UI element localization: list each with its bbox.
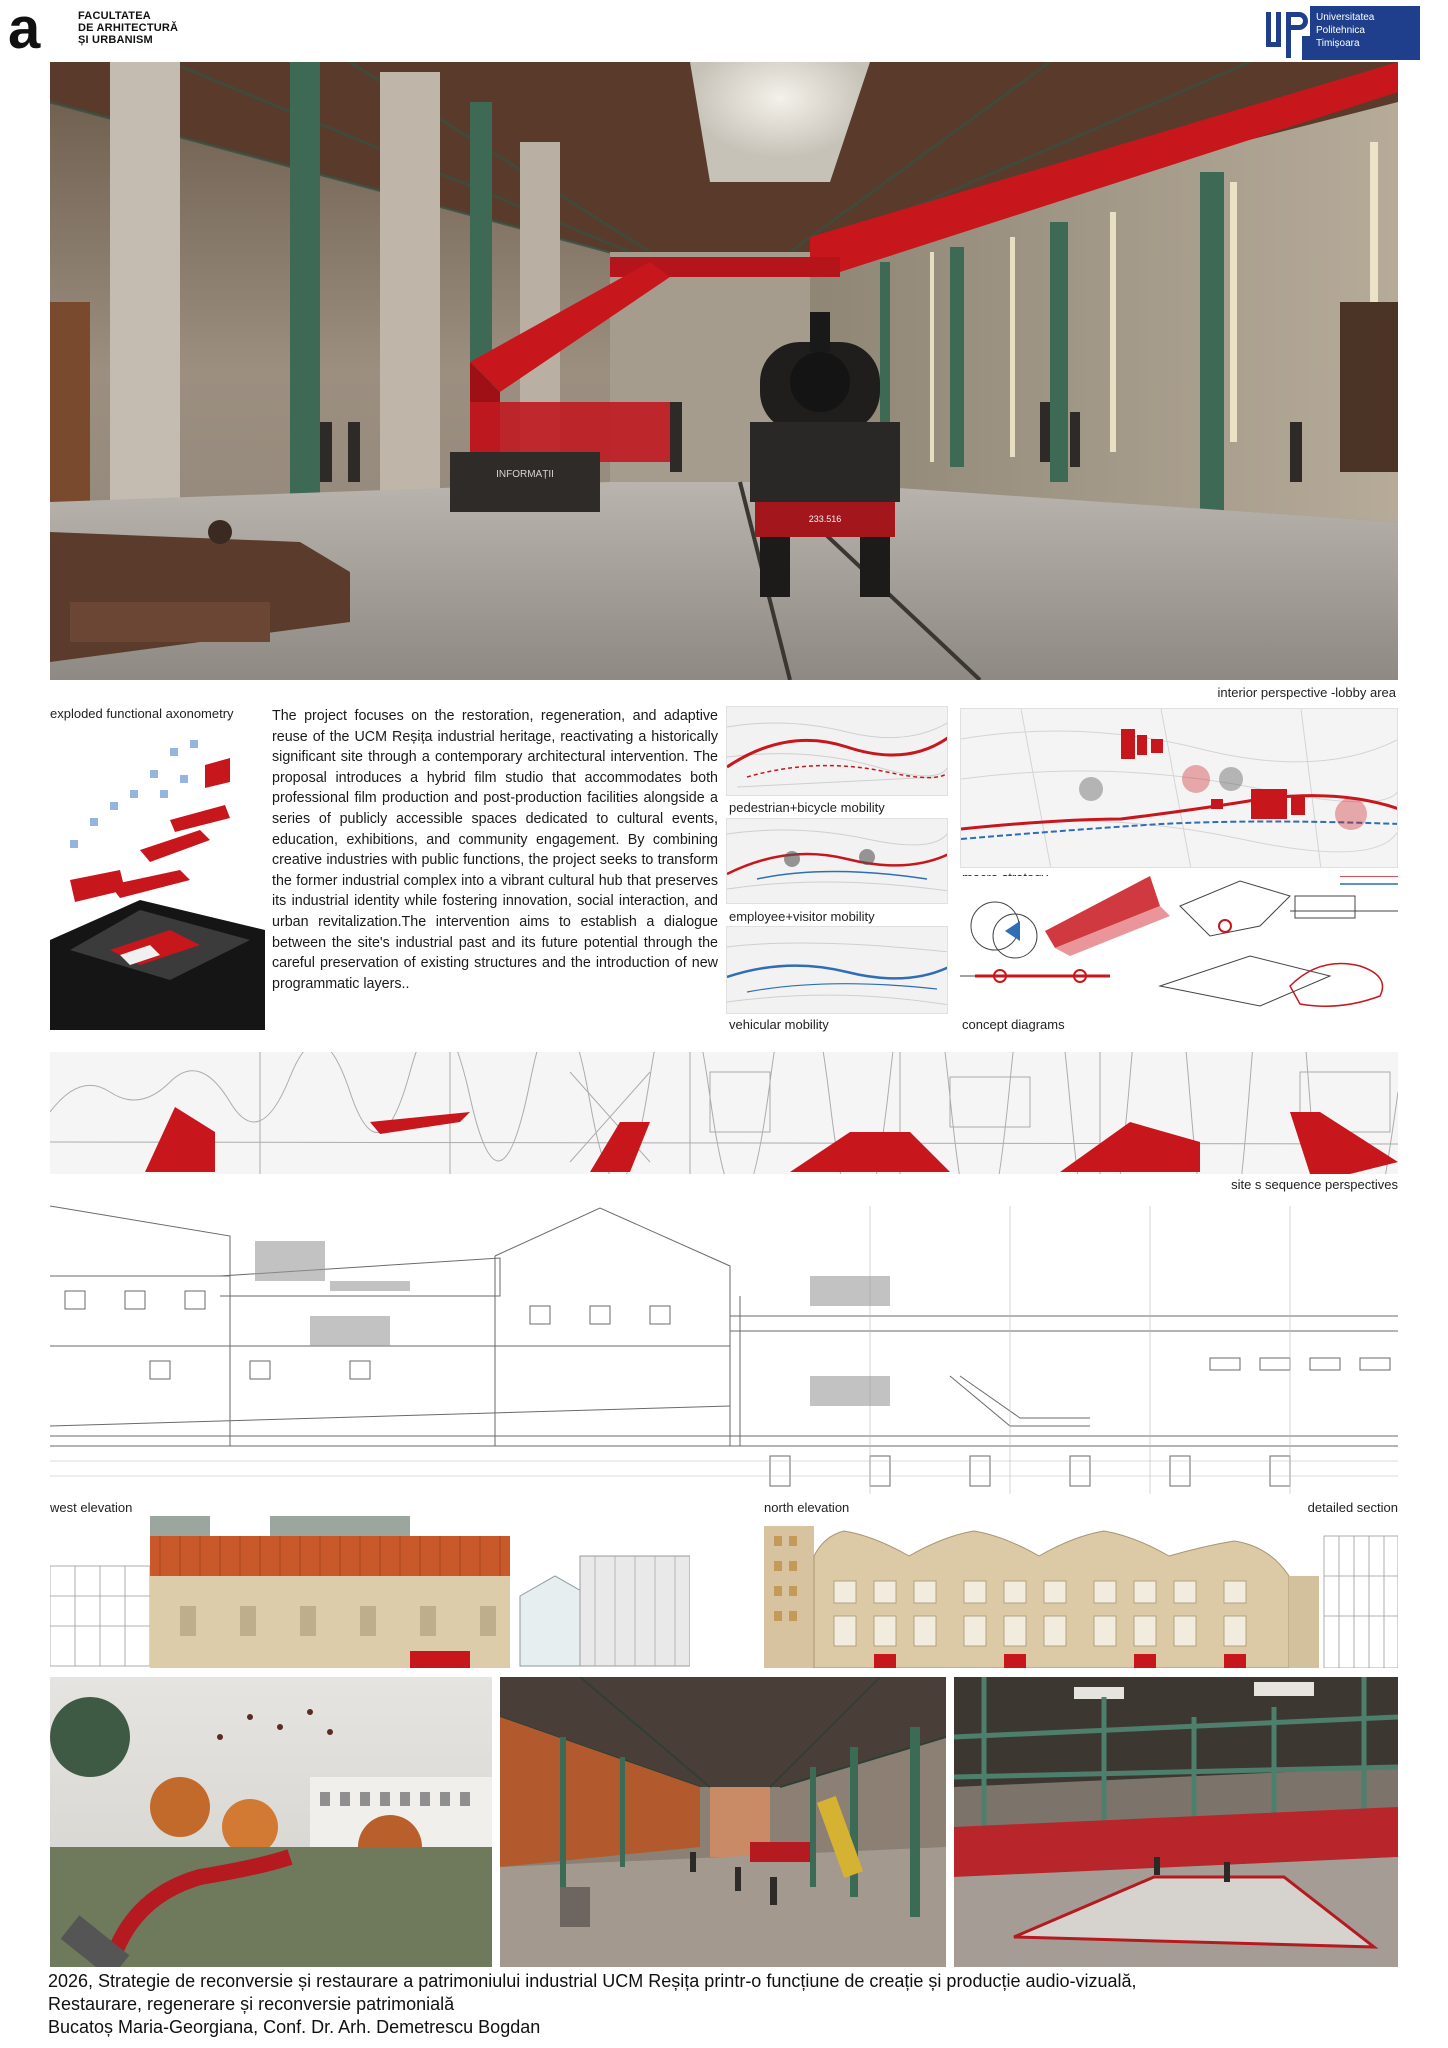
- detailed-section-drawing: [50, 1196, 1398, 1494]
- footer-authors: Bucatoș Maria-Georgiana, Conf. Dr. Arh. Demetrescu Bogdan: [48, 2017, 541, 2037]
- project-description: The project focuses on the restoration, regeneration, and adaptive reuse of the UCM Reșița industrial heritage, reactivating a historically significant site through a contemporary architectural intervention. The proposal introduces a hybrid film studio that accommodates both professional film production and post-production facilities alongside a series of publicly accessible spaces dedicated to cultural events, education, exhibitions, and community engagement. By combining creative industries with public functions, the project seeks to transform the former industrial complex into a vibrant cultural hub that preserves its industrial identity while fostering innovation, social interaction, and urban revitalization.The intervention aims to establish a dialogue between the site's industrial past and its future potential through the careful preservation of existing structures and the introduction of new programmatic layers..: [272, 708, 718, 992]
- pedestrian-mobility-map: [726, 706, 948, 796]
- macro-strategy-map: [960, 708, 1398, 868]
- north-elevation-drawing: [764, 1516, 1398, 1668]
- interior-perspective-label: interior perspective -lobby area: [1217, 685, 1396, 700]
- faculty-name: [78, 10, 178, 46]
- university-line-2: Politehnica: [1316, 25, 1365, 36]
- concept-diagrams-label: concept diagrams: [962, 1017, 1065, 1032]
- vehicular-mobility-label: vehicular mobility: [729, 1017, 829, 1032]
- faculty-line-1: FACULTATEA: [78, 10, 151, 22]
- west-elevation-label: west elevation: [50, 1500, 133, 1515]
- footer-subject: Restaurare, regenerare și reconversie patrimonială: [48, 1994, 455, 2014]
- north-elevation-label: north elevation: [764, 1500, 850, 1515]
- exploded-axonometry: [50, 730, 265, 1030]
- exploded-axonometry-label: exploded functional axonometry: [50, 706, 234, 721]
- vehicular-mobility-map: [726, 926, 948, 1014]
- west-elevation-drawing: [50, 1516, 690, 1668]
- employee-mobility-label: employee+visitor mobility: [729, 909, 875, 924]
- university-name-box: [1310, 6, 1420, 60]
- locomotive-number: 233.516: [808, 514, 842, 524]
- upt-mark-icon: [1262, 6, 1310, 60]
- lobby-sign: INFORMAȚII: [496, 469, 554, 480]
- university-line-1: Universitatea: [1316, 12, 1375, 23]
- faculty-logo: a: [8, 0, 41, 61]
- site-sequence-perspectives: [50, 1052, 1398, 1174]
- site-sequence-label: site s sequence perspectives: [1231, 1177, 1398, 1192]
- exterior-park-render: [50, 1677, 492, 1967]
- footer-project-title: 2026, Strategie de reconversie și restaurare a patrimoniului industrial UCM Reșița printr-o funcțiune de creație și producție audio-vizuală,: [48, 1971, 1137, 1991]
- concept-diagrams: [960, 876, 1398, 1014]
- studio-interior-render: [954, 1677, 1398, 1967]
- university-line-3: Timișoara: [1316, 38, 1360, 49]
- detailed-section-label: detailed section: [1307, 1500, 1398, 1515]
- lobby-interior-render: [50, 62, 1398, 680]
- faculty-line-3: ȘI URBANISM: [78, 34, 153, 46]
- employee-mobility-map: [726, 818, 948, 904]
- pedestrian-mobility-label: pedestrian+bicycle mobility: [729, 800, 885, 815]
- university-logo: [1262, 6, 1442, 60]
- faculty-line-2: DE ARHITECTURĂ: [78, 22, 179, 34]
- hall-interior-render: [500, 1677, 946, 1967]
